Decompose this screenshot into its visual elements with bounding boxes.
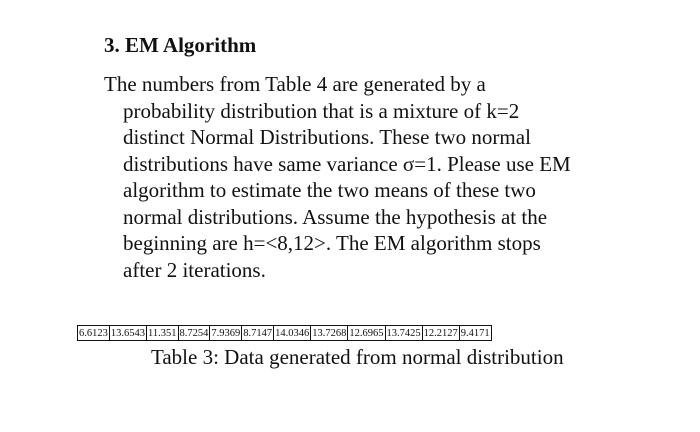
paragraph-line: beginning are h=<8,12>. The EM algorithm stops (123, 231, 541, 255)
table-cell: 11.351 (147, 326, 179, 341)
paragraph-line: probability distribution that is a mixture of k=2 (123, 98, 520, 123)
table-caption: Table 3: Data generated from normal distribution (151, 345, 564, 369)
paragraph-line: distinct Normal Distributions. These two normal (123, 125, 531, 149)
table-cell: 14.0346 (274, 326, 311, 341)
paragraph-line: The numbers from Table 4 are generated by a (104, 72, 486, 96)
problem-paragraph (104, 71, 664, 283)
paragraph-line: algorithm to estimate the two means of these two (123, 178, 536, 202)
table-cell: 12.6965 (348, 326, 385, 341)
table-cell: 9.4171 (459, 326, 491, 341)
table-cell: 7.9369 (210, 326, 242, 341)
table-cell: 8.7147 (242, 326, 274, 341)
table-cell: 6.6123 (78, 326, 110, 341)
section-heading: 3. EM Algorithm (104, 33, 257, 57)
paragraph-line: normal distributions. Assume the hypothesis at the (123, 204, 548, 229)
table-cell: 8.7254 (178, 326, 210, 341)
table-row (78, 326, 492, 341)
paragraph-line: distributions have same variance σ=1. Please use EM (123, 151, 571, 176)
table-cell: 13.6543 (109, 326, 146, 341)
table-cell: 13.7425 (385, 326, 422, 341)
table-cell: 13.7268 (311, 326, 348, 341)
paragraph-line: after 2 iterations. (123, 257, 266, 282)
table-cell: 12.2127 (422, 326, 459, 341)
data-table (77, 325, 492, 341)
